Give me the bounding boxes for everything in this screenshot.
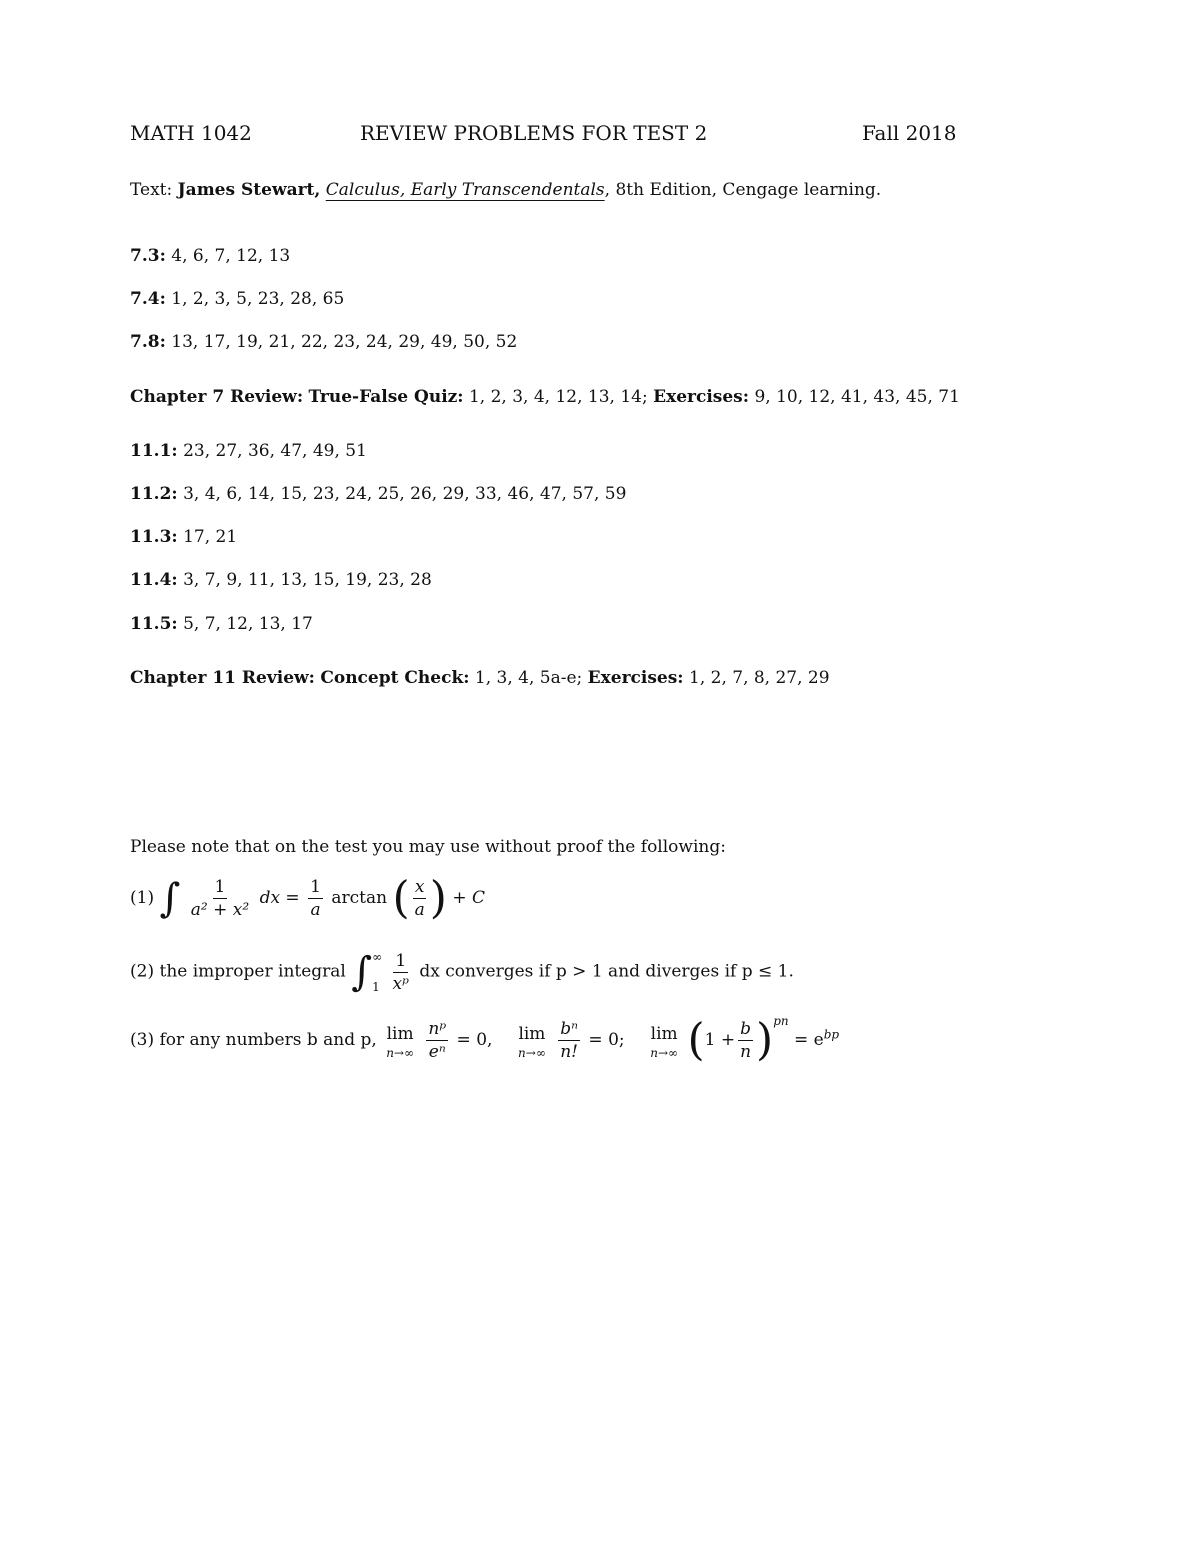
fraction: [426, 1018, 448, 1063]
course: MATH 1042: [130, 121, 252, 145]
denominator: xᵖ: [392, 973, 409, 994]
section-items: 3, 4, 6, 14, 15, 23, 24, 25, 26, 29, 33, 46, 47, 57, 59: [183, 484, 627, 504]
denominator: n!: [560, 1042, 579, 1062]
section-row: [130, 245, 290, 267]
limits: [372, 942, 382, 1002]
constant: + C: [452, 888, 485, 908]
book-title: Calculus, Early Transcendentals: [325, 180, 605, 200]
section-label: 11.3:: [130, 527, 178, 547]
fraction: [738, 1018, 753, 1063]
limit: [386, 1023, 414, 1059]
result: = e: [794, 1030, 824, 1050]
text-label: Text:: [130, 180, 173, 200]
numerator: x: [414, 877, 425, 897]
section-label: 7.3:: [130, 246, 166, 266]
denominator: n: [740, 1042, 752, 1062]
denominator: a: [414, 900, 425, 920]
section-label: 7.8:: [130, 332, 166, 352]
denominator: a: [310, 900, 321, 920]
section-label: 11.5:: [130, 614, 178, 634]
formula-number: (1): [130, 888, 155, 908]
section-items: 23, 27, 36, 47, 49, 51: [183, 441, 367, 461]
section-row: [130, 526, 237, 548]
exponent: bp: [823, 1027, 840, 1042]
quiz-label: True-False Quiz:: [308, 387, 464, 407]
header-title: REVIEW PROBLEMS FOR TEST 2: [360, 121, 708, 145]
result: = 0,: [456, 1030, 493, 1050]
result: = 0;: [588, 1030, 625, 1050]
exercises-label: Exercises:: [653, 387, 750, 407]
paren: ): [429, 872, 447, 924]
lim: lim: [650, 1023, 678, 1044]
lim: lim: [386, 1023, 414, 1044]
lim-sub: n→∞: [386, 1045, 414, 1060]
lim: lim: [518, 1023, 546, 1044]
section-label: 11.4:: [130, 570, 178, 590]
section-items: 3, 7, 9, 11, 13, 15, 19, 23, 28: [183, 570, 432, 590]
section-items: 5, 7, 12, 13, 17: [183, 614, 313, 634]
paren: (: [392, 872, 410, 924]
upper-limit: ∞: [372, 950, 383, 964]
numerator: 1: [214, 877, 226, 897]
exercise-items: 1, 2, 7, 8, 27, 29: [689, 668, 830, 688]
numerator: 1: [310, 877, 321, 897]
chapter11-review: [130, 667, 830, 689]
section-label: 7.4:: [130, 289, 166, 309]
integral-sign: ∫: [159, 875, 181, 922]
formula-1: [130, 872, 485, 924]
note-intro: Please note that on the test you may use without proof the following:: [130, 837, 726, 857]
limit: [518, 1023, 546, 1059]
edition: , 8th Edition, Cengage learning.: [604, 180, 882, 200]
ch11-label: Chapter 11 Review:: [130, 668, 315, 688]
quiz-items: 1, 2, 3, 4, 12, 13, 14;: [468, 387, 648, 407]
section-label: 11.1:: [130, 441, 178, 461]
exercise-items: 9, 10, 12, 41, 43, 45, 71: [754, 387, 960, 407]
paren: (: [687, 1014, 705, 1066]
formula-text: (3) for any numbers b and p,: [130, 1030, 377, 1050]
section-label: 11.2:: [130, 484, 178, 504]
section-row: [130, 613, 313, 635]
concept-check-items: 1, 3, 4, 5a-e;: [474, 668, 583, 688]
section-row: [130, 288, 344, 310]
section-items: 4, 6, 7, 12, 13: [171, 246, 291, 266]
exponent: pn: [773, 1014, 789, 1028]
ch7-label: Chapter 7 Review:: [130, 387, 304, 407]
fraction: [391, 950, 411, 995]
fraction: [413, 876, 427, 921]
section-items: 13, 17, 19, 21, 22, 23, 24, 29, 49, 50, 52: [171, 332, 518, 352]
formula-text: (2) the improper integral: [130, 961, 346, 982]
section-row: [130, 483, 626, 505]
numerator: b: [740, 1019, 751, 1039]
chapter7-review: [130, 386, 960, 408]
text-reference: [130, 179, 881, 201]
section-row: [130, 440, 367, 462]
author: James Stewart,: [177, 180, 321, 200]
numerator: bⁿ: [560, 1019, 579, 1039]
section-items: 17, 21: [183, 527, 238, 547]
formula-3: [130, 1010, 840, 1066]
header-course: [130, 122, 252, 144]
paren: ): [756, 1014, 774, 1066]
one-plus: 1 +: [704, 1030, 736, 1050]
dx: dx =: [259, 888, 300, 908]
fraction: [189, 876, 251, 921]
fraction: [558, 1018, 580, 1063]
section-items: 1, 2, 3, 5, 23, 28, 65: [171, 289, 345, 309]
section-row: [130, 331, 517, 353]
denominator: a² + x²: [190, 900, 250, 920]
section-row: [130, 569, 432, 591]
formula-text: dx converges if p > 1 and diverges if p ≤ 1.: [419, 961, 794, 982]
lim-sub: n→∞: [650, 1045, 679, 1060]
lower-limit: 1: [372, 980, 380, 994]
concept-check-label: Concept Check:: [320, 668, 470, 688]
formula-2: [130, 942, 794, 1002]
fraction: [308, 876, 323, 921]
lim-sub: n→∞: [518, 1045, 546, 1060]
header-term: Fall 2018: [862, 121, 957, 145]
exercises-label: Exercises:: [587, 668, 684, 688]
numerator: 1: [395, 950, 407, 971]
arctan: arctan: [331, 888, 388, 908]
denominator: eⁿ: [428, 1042, 446, 1062]
integral-sign: ∫: [351, 949, 373, 995]
numerator: nᵖ: [428, 1019, 447, 1039]
limit: [650, 1023, 678, 1059]
